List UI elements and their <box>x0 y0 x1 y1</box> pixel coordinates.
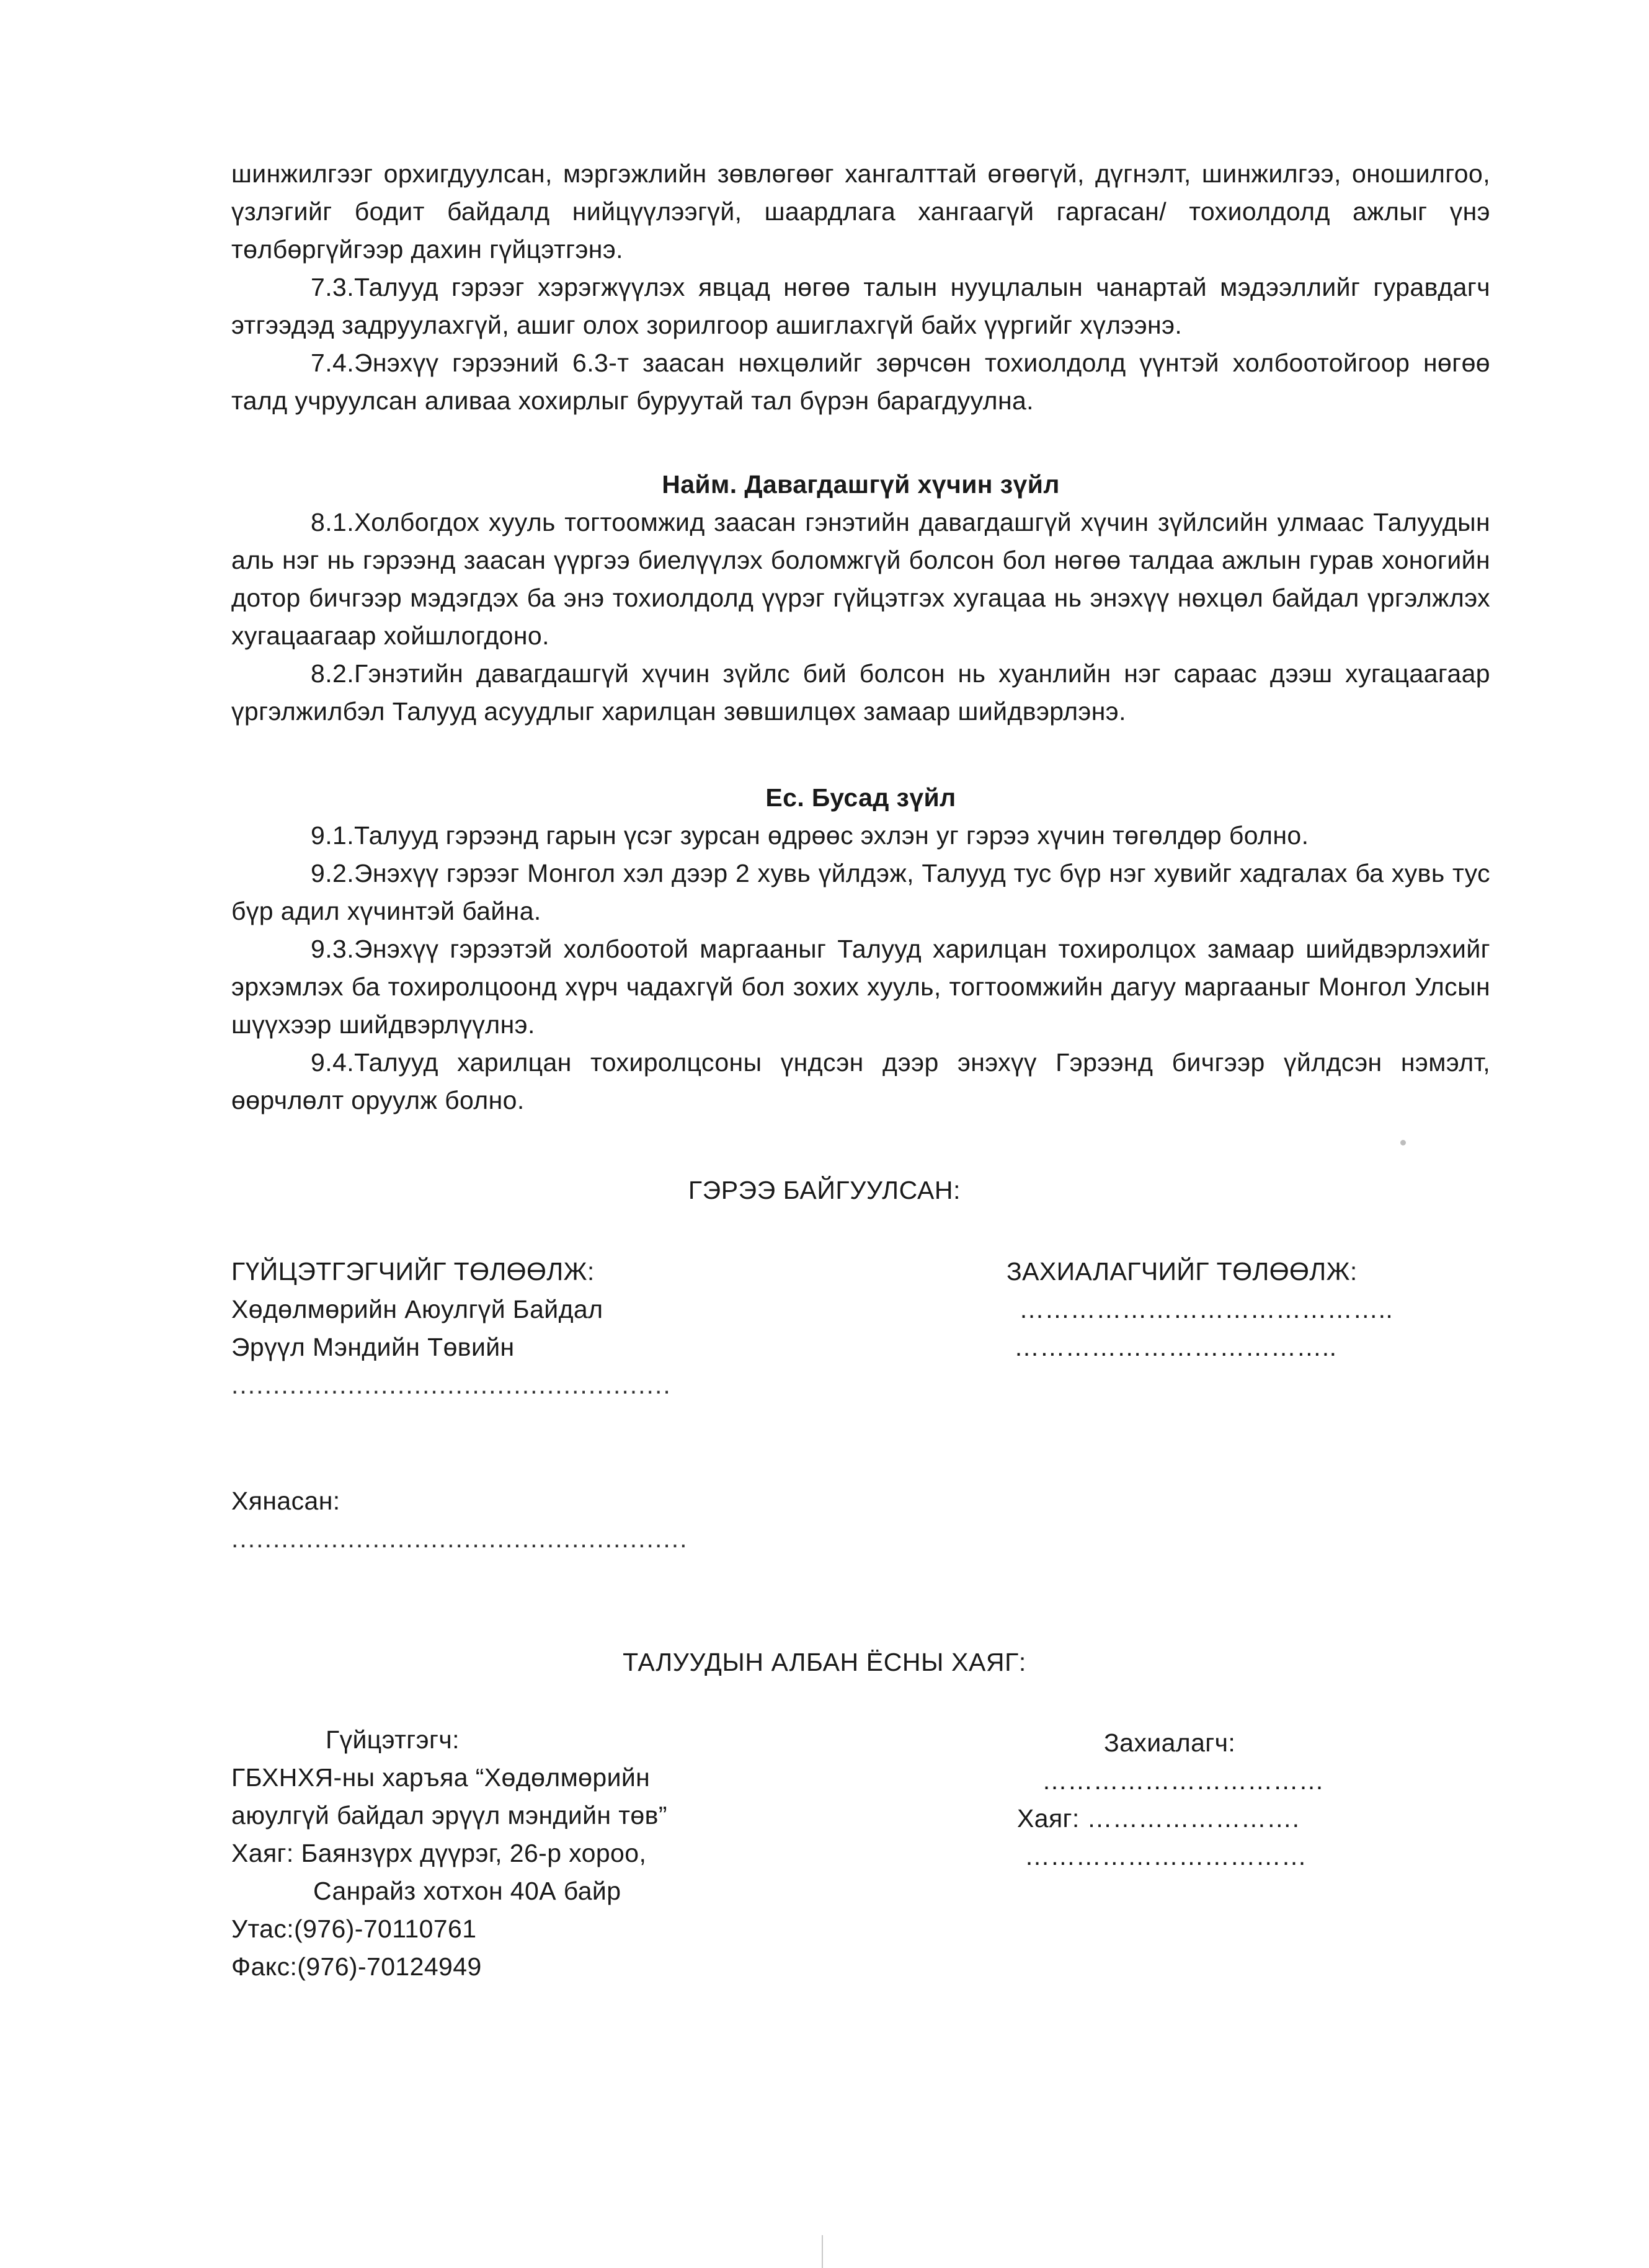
reviewed-signature-line: ....................................................... <box>231 1524 688 1553</box>
reviewed-block <box>231 1482 688 1558</box>
contractor-address-block <box>231 1721 667 1986</box>
contractor-name-line2: Эрүүл Мэндийн Төвийн <box>231 1333 515 1361</box>
client-signature-line1: …………………………………….. <box>1019 1295 1393 1323</box>
client-signature-line2: ……………………………….. <box>1014 1333 1337 1361</box>
paragraph-8-2: 8.2.Гэнэтийн давагдашгүй хүчин зүйлс бий болсон нь хуанлийн нэг сараас дээш хугацаагаар үргэлжилбэл Талууд асуудлыг харилцан зөвшилцөх замаар шийдвэрлэнэ. <box>231 659 1490 726</box>
client-label: ЗАХИАЛАГЧИЙГ ТӨЛӨӨЛЖ: <box>1007 1257 1358 1286</box>
scan-edge-mark <box>822 2235 823 2268</box>
paragraph-9-2: 9.2.Энэхүү гэрээг Монгол хэл дээр 2 хувь үйлдэж, Талууд тус бүр нэг хувийг хадгалах ба хувь тус бүр адил хүчинтэй байна. <box>231 859 1490 925</box>
section-9-heading: Ес. Бусад зүйл <box>765 783 956 812</box>
paragraph-9-4: 9.4.Талууд харилцан тохиролцсоны үндсэн дээр энэхүү Гэрээнд бичгээр үйлдсэн нэмэлт, өөрчлөлт оруулж болно. <box>231 1048 1490 1114</box>
contractor-signature-block <box>231 1253 672 1404</box>
paragraph-7-continuation: шинжилгээг орхигдуулсан, мэргэжлийн зөвлөгөөг хангалттай өгөөгүй, дүгнэлт, шинжилгээ, оношилгоо, үзлэгийг бодит байдалд нийцүүлээгүй, шаардлага хангаагүй гаргасан/ тохиолдолд ажлыг үнэ төлбөргүйгээр дахин гүйцэтгэнэ. <box>231 159 1490 264</box>
paragraph-9-3: 9.3.Энэхүү гэрээтэй холбоотой маргааныг Талууд харилцан тохиролцох замаар шийдвэрлэхийг эрхэмлэх ба тохиролцоонд хүрч чадахгүй бол зохих хууль, тогтоомжийн дагуу маргааныг Монгол Улсын шүүхээр шийдвэрлүүлнэ. <box>231 935 1490 1039</box>
contractor-signature-line: ..................................................... <box>231 1371 672 1399</box>
contractor-fax: Факс:(976)-70124949 <box>231 1952 482 1981</box>
contractor-address-line1: ГБХНХЯ-ны харъяа “Хөдөлмөрийн <box>231 1763 651 1792</box>
client-address-line1: …………………………… <box>1042 1766 1325 1795</box>
contractor-address-label: Гүйцэтгэгч: <box>326 1725 460 1754</box>
contractor-phone: Утас:(976)-70110761 <box>231 1914 477 1943</box>
client-signature-block <box>1007 1253 1393 1366</box>
paragraph-9-1: 9.1.Талууд гэрээнд гарын үсэг зурсан өдрөөс эхлэн уг гэрээ хүчин төгөлдөр болно. <box>311 821 1309 850</box>
contractor-address-line4: Санрайз хотхон 40А байр <box>313 1877 621 1905</box>
section-7-text <box>231 155 1490 420</box>
client-address-label: Захиалагч: <box>1104 1728 1236 1757</box>
reviewed-label: Хянасан: <box>231 1487 340 1515</box>
signatures-title: ГЭРЭЭ БАЙГУУЛСАН: <box>688 1176 961 1204</box>
client-address-line2: Хаяг: ……………………. <box>1017 1804 1300 1833</box>
paragraph-8-1: 8.1.Холбогдох хууль тогтоомжид заасан гэнэтийн давагдашгүй хүчин зүйлсийн улмаас Талуудын аль нэг нь гэрээнд заасан үүргээ биелүүлэх боломжгүй болсон бол нөгөө талдаа ажлын гурав хоногийн дотор бичгээр мэдэгдэх ба энэ тохиолдолд үүрэг гүйцэтгэх хугацаа нь энэхүү нөхцөл байдал үргэлжлэх хугацаагаар хойшлогдоно. <box>231 508 1490 650</box>
paragraph-7-3: 7.3.Талууд гэрээг хэрэгжүүлэх явцад нөгөө талын нууцлалын чанартай мэдээллийг гуравдагч этгээдэд задруулахгүй, ашиг олох зорилгоор ашиглахгүй байх үүргийг хүлээнэ. <box>231 273 1490 339</box>
contractor-label: ГҮЙЦЭТГЭГЧИЙГ ТӨЛӨӨЛЖ: <box>231 1257 595 1286</box>
contractor-address-line3: Хаяг: Баянзүрх дүүрэг, 26-р хороо, <box>231 1839 647 1867</box>
contractor-address-line2: аюулгүй байдал эрүүл мэндийн төв” <box>231 1801 667 1830</box>
client-address-block <box>1017 1724 1324 1875</box>
section-8-heading: Найм. Давагдашгүй хүчин зүйл <box>662 470 1060 499</box>
section-8 <box>231 466 1490 731</box>
section-9 <box>231 779 1490 1119</box>
contractor-name-line1: Хөдөлмөрийн Аюулгүй Байдал <box>231 1295 603 1323</box>
paragraph-7-4: 7.4.Энэхүү гэрээний 6.3-т заасан нөхцөлийг зөрчсөн тохиолдолд үүнтэй холбоотойгоор нөгөө талд учруулсан аливаа хохирлыг буруутай тал бүрэн барагдуулна. <box>231 349 1490 415</box>
scan-speck <box>1400 1140 1406 1145</box>
addresses-title: ТАЛУУДЫН АЛБАН ЁСНЫ ХАЯГ: <box>623 1648 1026 1676</box>
client-address-line3: …………………………… <box>1025 1842 1307 1870</box>
